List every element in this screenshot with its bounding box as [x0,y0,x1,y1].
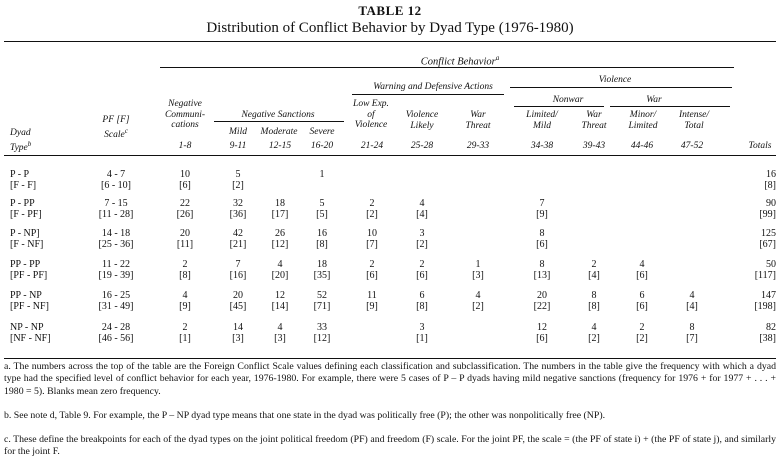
col-range-8: 34-38 [530,141,554,151]
negative-sanctions-header: Negative Sanctions [241,110,315,120]
table-cell-pf: 6 [419,290,425,301]
dyad-type-label: NP - NP [10,322,44,333]
row-f-total: [38] [759,333,776,344]
dyad-type-f-label: [F - F] [10,180,37,191]
top-rule [4,41,776,42]
table-cell-f: [2] [416,239,428,250]
table-cell-pf: 7 [235,259,241,270]
table-cell-f: [1] [416,333,428,344]
nonwar-header: Nonwar [552,95,584,105]
table-cell-f: [6] [179,180,191,191]
table-cell-f: [6] [636,270,648,281]
table-cell-pf: 4 [591,322,597,333]
pf-scale-value: 24 - 28 [101,322,131,333]
pf-scale-value: 7 - 15 [104,198,128,209]
header-bottom-rule [4,155,776,156]
table-cell-f: [4] [588,270,600,281]
nonwar-rule [514,106,604,107]
f-scale-value: [46 - 56] [98,333,134,344]
table-cell-pf: 18 [275,198,285,209]
table-cell-pf: 8 [539,259,545,270]
table-cell-f: [9] [536,209,548,220]
table-cell-pf: 8 [689,322,695,333]
note-c: c. These define the breakpoints for each of the dyad types on the joint political freedom (PF) and freedom (F) scale. For the joint PF, the scale = (the PF of state i) + (the PF of state j), and similarly for the joint F. [4,434,776,458]
table-cell-f: [45] [229,301,247,312]
conflict-behavior-rule [160,67,734,68]
dyad-type-label: P - P [10,169,30,180]
table-cell-f: [7] [686,333,698,344]
table-cell-pf: 20 [180,228,190,239]
violence-rule [510,87,732,88]
row-f-total: [117] [754,270,776,281]
dyad-type-label: P - PP [10,198,35,209]
table-cell-f: [8] [416,301,428,312]
table-cell-pf: 5 [319,198,325,209]
table-cell-f: [3] [232,333,244,344]
table-cell-pf: 11 [367,290,377,301]
table-cell-f: [9] [366,301,378,312]
col-label-violence-likely: Violence Likely [405,110,439,131]
table-cell-f: [2] [472,301,484,312]
table-cell-pf: 7 [539,198,545,209]
row-total: 16 [766,169,776,180]
row-total: 147 [761,290,776,301]
table-cell-f: [35] [313,270,331,281]
table-cell-pf: 4 [419,198,425,209]
table-cell-f: [5] [316,209,328,220]
table-cell-pf: 10 [180,169,190,180]
pf-scale-header: PF [F] Scale$^c$ [102,115,130,140]
table-cell-f: [13] [533,270,551,281]
totals-header: Totals [748,141,772,151]
conflict-behavior-header: Conflict Behavior$^a$ [420,54,500,68]
table-cell-f: [1] [179,333,191,344]
table-cell-pf: 2 [639,322,645,333]
table-cell-pf: 32 [233,198,243,209]
table-cell-f: [2] [588,333,600,344]
table-bottom-rule [4,358,776,359]
f-scale-value: [19 - 39] [98,270,134,281]
table-cell-f: [8] [316,239,328,250]
table-cell-f: [17] [271,209,289,220]
col-range-4: 16-20 [310,141,334,151]
pf-scale-value: 14 - 18 [101,228,131,239]
table-cell-f: [3] [274,333,286,344]
pf-scale-value: 4 - 7 [106,169,126,180]
dyad-type-f-label: [F - NF] [10,239,44,250]
pf-scale-value: 11 - 22 [102,259,130,270]
table-cell-pf: 16 [317,228,327,239]
pf-scale-value: 16 - 25 [101,290,131,301]
col-label-war-threat-nonwar: War Threat [581,110,607,131]
table-cell-f: [21] [229,239,247,250]
table-cell-pf: 2 [369,259,375,270]
table-cell-f: [8] [588,301,600,312]
table-cell-pf: 52 [317,290,327,301]
note-a: a. The numbers across the top of the table are the Foreign Conflict Scale values defining each classification and subclassification. The numbers in the table give the frequency with which a dyad type had the specified level of conflict behavior for each year, 1976-1980. For example, there were 5 cases of P – P dyads having mild negative sanctions (frequency for 1976 + for 1977 + . . . + 1980 = 5). Blanks mean zero frequency. [4,361,776,397]
table-cell-pf: 2 [182,259,188,270]
row-total: 125 [761,228,776,239]
dyad-type-label: P - NP] [10,228,40,239]
table-cell-f: [71] [313,301,331,312]
dyad-type-f-label: [F - PF] [10,209,42,220]
dyad-type-label: PP - NP [10,290,42,301]
dyad-type-f-label: [PF - PF] [10,270,48,281]
dyad-type-f-label: [PF - NF] [10,301,49,312]
table-cell-pf: 33 [317,322,327,333]
table-cell-pf: 26 [275,228,285,239]
table-cell-pf: 18 [317,259,327,270]
col-range-11: 47-52 [680,141,704,151]
table-cell-f: [36] [229,209,247,220]
col-range-9: 39-43 [582,141,606,151]
war-rule [610,106,730,107]
table-cell-f: [6] [636,301,648,312]
table-cell-f: [16] [229,270,247,281]
warning-defensive-rule [352,94,504,95]
table-cell-f: [2] [232,180,244,191]
table-cell-f: [7] [366,239,378,250]
table-cell-pf: 2 [369,198,375,209]
col-range-5: 21-24 [360,141,384,151]
table-cell-pf: 10 [367,228,377,239]
negative-sanctions-rule [214,121,344,122]
table-cell-pf: 4 [689,290,695,301]
col-label-moderate: Moderate [260,127,298,137]
table-cell-f: [12] [271,239,289,250]
f-scale-value: [6 - 10] [101,180,131,191]
col-label-war-threat: War Threat [465,110,491,131]
table-cell-pf: 12 [537,322,547,333]
f-scale-value: [25 - 36] [98,239,134,250]
table-cell-f: [9] [179,301,191,312]
table-cell-f: [6] [366,270,378,281]
table-cell-pf: 4 [639,259,645,270]
table-cell-pf: 8 [591,290,597,301]
table-cell-pf: 20 [537,290,547,301]
row-f-total: [8] [764,180,776,191]
table-cell-f: [6] [536,333,548,344]
table-cell-f: [20] [271,270,289,281]
table-cell-pf: 4 [277,259,283,270]
table-cell-f: [2] [636,333,648,344]
table-cell-pf: 8 [539,228,545,239]
table-cell-pf: 22 [180,198,190,209]
col-range-6: 25-28 [410,141,434,151]
table-cell-f: [22] [533,301,551,312]
table-cell-f: [3] [472,270,484,281]
table-cell-pf: 2 [419,259,425,270]
table-cell-pf: 6 [639,290,645,301]
col-label-severe: Severe [309,127,335,137]
row-total: 82 [766,322,776,333]
table-cell-f: [14] [271,301,289,312]
table-cell-pf: 5 [235,169,241,180]
violence-header: Violence [598,75,632,85]
table-cell-pf: 2 [182,322,188,333]
col-label-low-exp-violence: Low Exp. of Violence [353,99,389,130]
col-range-7: 29-33 [466,141,490,151]
dyad-type-label: PP - PP [10,259,41,270]
col-label-minor-limited: Minor/ Limited [628,110,658,131]
col-label-intense-total: Intense/ Total [678,110,710,131]
table-cell-f: [4] [416,209,428,220]
note-b: b. See note d, Table 9. For example, the P – NP dyad type means that one state in the dyad was politically free (P); the other was nonpolitically free (NP). [4,410,606,421]
table-cell-pf: 1 [475,259,481,270]
table-cell-pf: 42 [233,228,243,239]
warning-defensive-header: Warning and Defensive Actions [373,82,493,92]
col-range-1: 1-8 [178,141,192,151]
col-range-10: 44-46 [630,141,654,151]
table-cell-pf: 3 [419,228,425,239]
table-cell-f: [2] [366,209,378,220]
col-label-limited-mild: Limited/ Mild [526,110,558,131]
table-title: Distribution of Conflict Behavior by Dyad Type (1976-1980) [206,20,574,36]
row-f-total: [99] [759,209,776,220]
table-number: TABLE 12 [358,3,422,18]
table-cell-pf: 3 [419,322,425,333]
col-label-negative-communications: Negative Communi- cations [164,99,206,130]
war-header: War [646,95,662,105]
col-range-2: 9-11 [229,141,247,151]
table-cell-f: [11] [176,239,194,250]
table-cell-f: [8] [179,270,191,281]
row-total: 90 [766,198,776,209]
table-cell-pf: 2 [591,259,597,270]
table-cell-pf: 1 [319,169,325,180]
table-cell-f: [4] [686,301,698,312]
table-cell-pf: 4 [182,290,188,301]
col-label-mild: Mild [229,127,247,137]
table-cell-pf: 12 [275,290,285,301]
table-cell-pf: 4 [277,322,283,333]
dyad-type-f-label: [NF - NF] [10,333,51,344]
dyad-type-header: Dyad Type$^b$ [10,128,32,153]
row-f-total: [198] [754,301,776,312]
table-cell-f: [12] [313,333,331,344]
table-cell-f: [6] [536,239,548,250]
col-range-3: 12-15 [268,141,292,151]
table-cell-f: [6] [416,270,428,281]
row-f-total: [67] [759,239,776,250]
table-cell-f: [26] [176,209,194,220]
f-scale-value: [11 - 28] [98,209,134,220]
f-scale-value: [31 - 49] [98,301,134,312]
table-cell-pf: 14 [233,322,243,333]
table-cell-pf: 20 [233,290,243,301]
row-total: 50 [766,259,776,270]
table-cell-pf: 4 [475,290,481,301]
